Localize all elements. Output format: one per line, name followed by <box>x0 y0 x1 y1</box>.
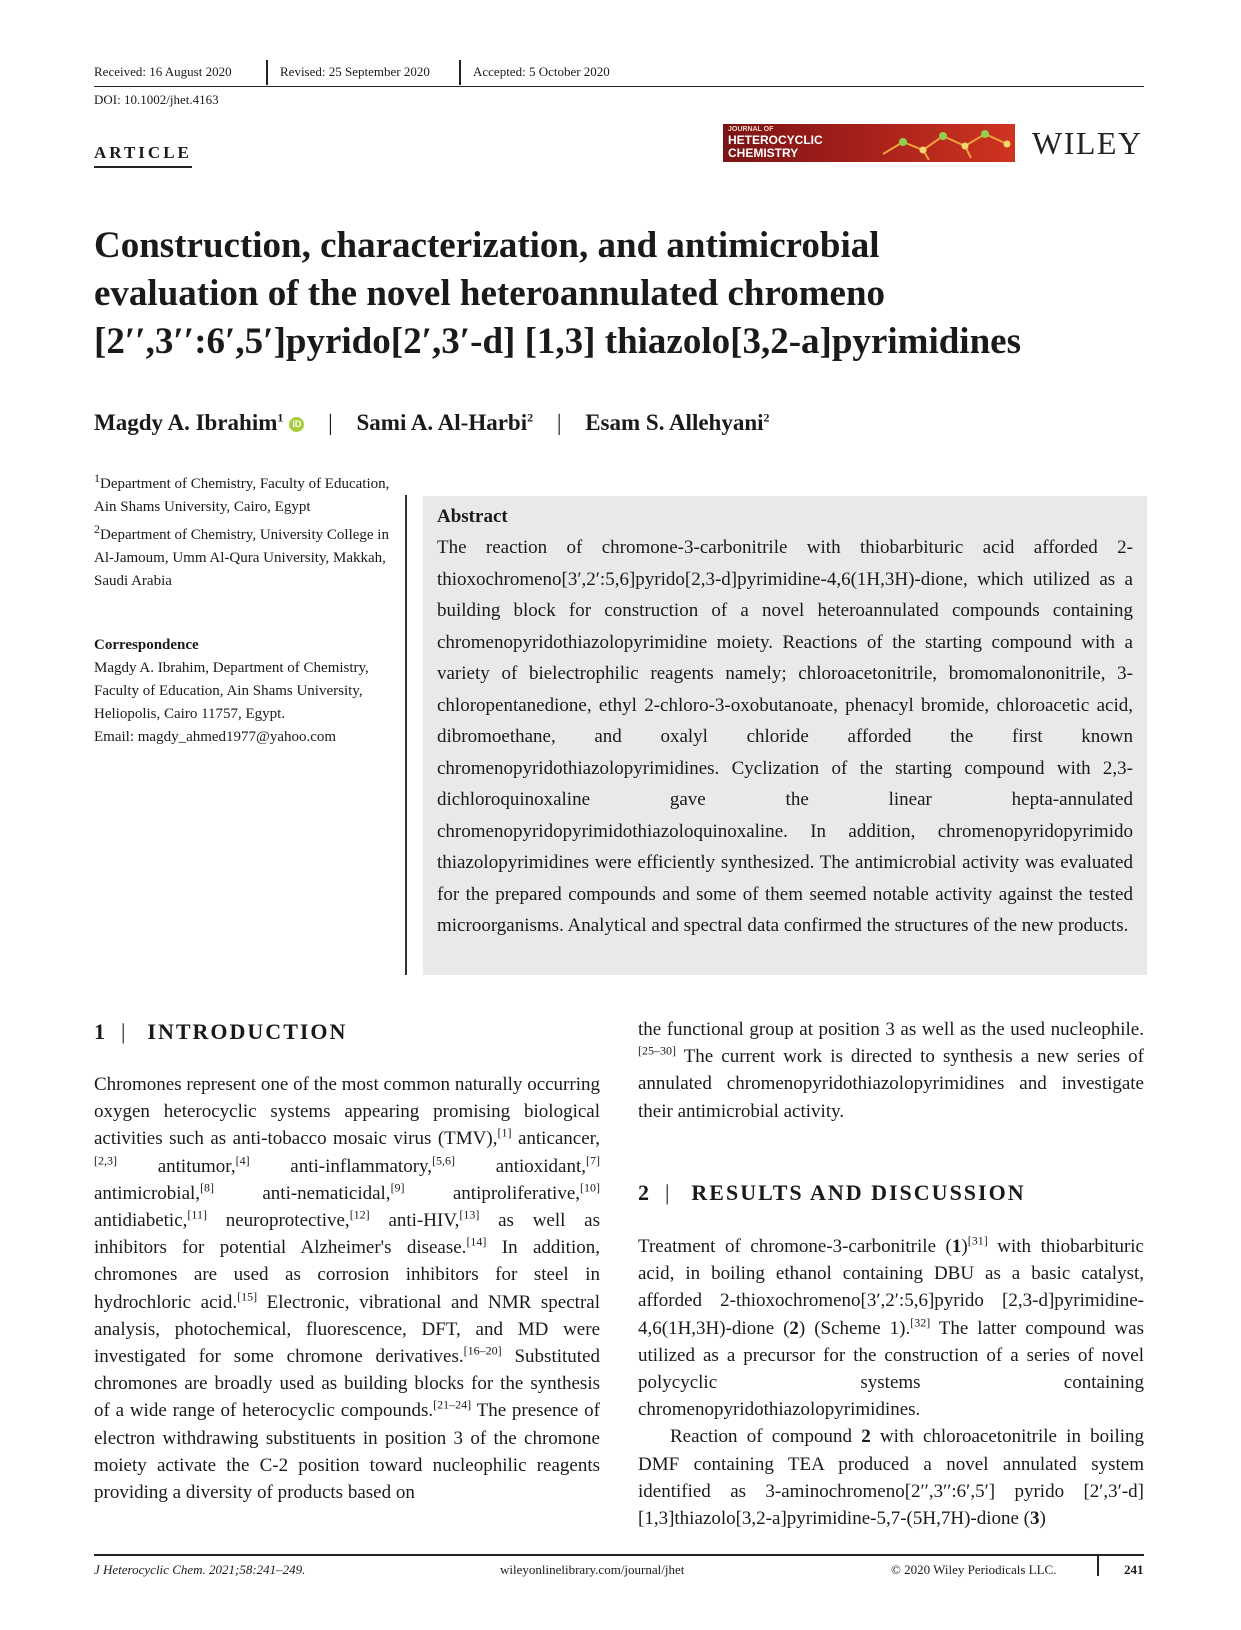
text-run: The latter compound was utilized as a precursor for the construction of a series of novel polycyclic systems containing chromenopyridothiazolopyrimidines. <box>638 1317 1144 1421</box>
text-run: anti-HIV, <box>369 1210 460 1232</box>
text-run: antioxidant, <box>455 1155 587 1177</box>
affiliation-list <box>94 473 394 593</box>
orcid-icon[interactable]: iD <box>289 417 304 432</box>
compound-number: 2 <box>789 1317 799 1339</box>
paragraph <box>638 1423 1144 1532</box>
section-bar: | <box>665 1180 672 1205</box>
section-title: INTRODUCTION <box>147 1019 348 1044</box>
correspondence-heading: Correspondence <box>94 637 199 653</box>
affiliation <box>94 524 394 593</box>
citation-ref[interactable]: [5,6] <box>432 1153 456 1168</box>
citation-ref[interactable]: [13] <box>459 1207 480 1222</box>
citation-ref[interactable]: [2,3] <box>94 1153 117 1168</box>
text-run: with thiobarbituric acid, in boiling ethanol containing DBU as a basic catalyst, afforded 2-thioxochromeno[3′,2′:5,6]pyrido [2,3-d]pyrimidine-4,6(1H,3H)-dione ( <box>638 1236 1144 1339</box>
footer-rule <box>94 1554 1144 1556</box>
date-divider <box>266 60 268 85</box>
citation-ref[interactable]: [16–20] <box>463 1343 502 1358</box>
text-run: anticancer, <box>511 1128 600 1150</box>
article-dates <box>94 60 1144 87</box>
compound-number: 1 <box>951 1236 962 1257</box>
author-separator: | <box>556 410 562 435</box>
text-run: In addition, chromones are used as corrosion inhibitors for steel in hydrochloric acid. <box>94 1237 600 1313</box>
text-run: Substituted chromones are broadly used as building blocks for the synthesis of a wide range of heterocyclic compounds. <box>94 1346 600 1422</box>
author-list <box>94 410 770 436</box>
abstract-box <box>423 496 1147 975</box>
paragraph <box>638 1233 1144 1423</box>
citation-ref[interactable]: [25–30] <box>638 1043 676 1058</box>
citation-ref[interactable]: [21–24] <box>433 1398 472 1413</box>
text-run: Reaction of compound <box>670 1426 862 1448</box>
section-heading-results <box>638 1180 1026 1206</box>
author-name[interactable]: Sami A. Al-Harbi <box>356 410 528 435</box>
citation-ref[interactable]: [9] <box>390 1180 405 1195</box>
text-run: The presence of electron withdrawing substituents in position 3 of the chromone moiety activate the C-2 position toward nucleophilic reagents providing a diversity of products based on <box>94 1400 600 1504</box>
date-divider <box>459 60 461 85</box>
revised-date: Revised: 25 September 2020 <box>280 64 430 79</box>
intro-continued-text <box>638 1016 1144 1125</box>
section-number: 1 <box>94 1019 107 1044</box>
compound-number: 3 <box>1030 1508 1040 1530</box>
abstract-text: The reaction of chromone-3-carbonitrile with thiobarbituric acid afforded 2-thioxochromeno[3′,2′:5,6]pyrido[2,3-d]pyrimidine-4,6(1H,3H)-dione, which utilized as a building block for construction of a novel heteroannulated compounds containing chromenopyridothiazolopyrimidine moiety. Reactions of the starting compound with a variety of bielectrophilic reagents namely; chloroacetonitrile, bromomalononitrile, 3-chloropentanedione, ethyl 2-chloro-3-oxobutanoate, phenacyl bromide, chloroacetic acid, dibromoethane, and oxalyl chloride afforded the first known chromenopyridothiazolopyrimidines. Cyclization of the starting compound with 2,3-dichloroquinoxaline gave the linear hepta-annulated chromenopyridopyrimidothiazoloquinoxaline. In addition, chromenopyridopyrimido thiazolopyrimidines were efficiently synthesized. The antimicrobial activity was evaluated for the prepared compounds and some of them seemed notable activity against the tested microorganisms. Analytical and spectral data confirmed the structures of the new products. <box>437 537 1133 936</box>
citation-ref[interactable]: [11] <box>187 1207 207 1222</box>
abstract-divider <box>405 495 407 975</box>
section-number: 2 <box>638 1180 651 1205</box>
citation-ref[interactable]: [14] <box>466 1234 487 1249</box>
article-type-label: ARTICLE <box>94 143 192 168</box>
author-affiliation-mark: 2 <box>763 410 770 425</box>
citation-ref[interactable]: [32] <box>910 1315 931 1330</box>
text-run: antiproliferative, <box>404 1182 580 1204</box>
accepted-date: Accepted: 5 October 2020 <box>473 64 610 79</box>
section-title: RESULTS AND DISCUSSION <box>691 1180 1026 1205</box>
citation-ref[interactable]: [15] <box>237 1289 258 1304</box>
footer-citation: J Heterocyclic Chem. 2021;58:241–249. <box>94 1562 306 1577</box>
affiliation-text: Department of Chemistry, University College in Al-Jamoum, Umm Al-Qura University, Makkah, Saudi Arabia <box>94 527 389 589</box>
text-run: neuroprotective, <box>206 1210 350 1232</box>
affiliation-text: Department of Chemistry, Faculty of Education, Ain Shams University, Cairo, Egypt <box>94 476 390 515</box>
molecule-graphic-icon <box>873 124 1015 162</box>
received-date: Received: 16 August 2020 <box>94 64 232 79</box>
paragraph <box>638 1016 1144 1125</box>
title-line: Construction, characterization, and antimicrobial <box>94 225 880 266</box>
correspondence-text: Magdy A. Ibrahim, Department of Chemistry, Faculty of Education, Ain Shams University, Heliopolis, Cairo 11757, Egypt. <box>94 660 369 722</box>
affiliation-mark: 1 <box>94 471 100 485</box>
section-bar: | <box>121 1019 128 1044</box>
affiliation <box>94 473 394 519</box>
title-line: [2′′,3′′:6′,5′]pyrido[2′,3′-d] [1,3] thiazolo[3,2-a]pyrimidines <box>94 321 1021 362</box>
citation-ref[interactable]: [7] <box>586 1153 601 1168</box>
footer-url[interactable]: wileyonlinelibrary.com/journal/jhet <box>500 1562 685 1577</box>
citation-ref[interactable]: [31] <box>967 1233 988 1248</box>
text-run: antitumor, <box>117 1155 236 1177</box>
footer-divider <box>1097 1556 1099 1576</box>
compound-number: 2 <box>861 1426 871 1448</box>
introduction-text <box>94 1071 600 1506</box>
author-name[interactable]: Magdy A. Ibrahim <box>94 410 278 435</box>
title-line: evaluation of the novel heteroannulated chromeno <box>94 273 886 314</box>
citation-ref[interactable]: [8] <box>200 1180 215 1195</box>
page-number: 241 <box>1124 1562 1144 1577</box>
correspondence-block <box>94 634 394 749</box>
text-run: ) <box>1039 1508 1046 1530</box>
text-run: as well as inhibitors for potential Alzheimer's disease. <box>94 1210 600 1259</box>
abstract-heading: Abstract <box>437 506 508 527</box>
text-run: Electronic, vibrational and NMR spectral analysis, photochemical, fluorescence, DFT, and MD were investigated for some chromone derivatives. <box>94 1291 600 1368</box>
citation-ref[interactable]: [12] <box>349 1207 370 1222</box>
text-run: with chloroacetonitrile in boiling DMF containing TEA produced a novel annulated system identified as 3-aminochromeno[2′′,3′′:6′,5′] pyrido [2′,3′-d][1,3]thiazolo[3,2-a]pyrimidine-5,7-(5H,7H)-dione ( <box>638 1426 1144 1530</box>
journal-logo-name: HETEROCYCLIC CHEMISTRY <box>728 133 823 160</box>
footer-copyright: © 2020 Wiley Periodicals LLC. <box>891 1562 1057 1577</box>
publisher-logo: WILEY <box>1032 125 1143 161</box>
section-heading-introduction <box>94 1019 347 1045</box>
author-separator: | <box>328 410 333 435</box>
article-title <box>94 222 1154 366</box>
text-run: anti-inflammatory, <box>249 1155 433 1177</box>
text-run: antimicrobial, <box>94 1182 201 1204</box>
text-run: ) (Scheme 1). <box>798 1317 911 1339</box>
affiliation-mark: 2 <box>94 522 100 536</box>
text-run: the functional group at position 3 as well as the used nucleophile. <box>638 1019 1144 1040</box>
text-run: Treatment of chromone-3-carbonitrile ( <box>638 1236 952 1257</box>
journal-logo <box>723 124 1015 162</box>
text-run: anti-nematicidal, <box>214 1182 391 1204</box>
author-name[interactable]: Esam S. Allehyani <box>585 410 764 435</box>
citation-ref[interactable]: [4] <box>235 1153 250 1168</box>
doi[interactable]: DOI: 10.1002/jhet.4163 <box>94 92 219 107</box>
citation-ref[interactable]: [10] <box>580 1180 600 1195</box>
text-run: Chromones represent one of the most common naturally occurring oxygen heterocyclic systems appearing promising biological activities such as anti-tobacco mosaic virus (TMV), <box>94 1074 600 1150</box>
results-text <box>638 1233 1144 1532</box>
paragraph <box>94 1071 600 1506</box>
text-run: The current work is directed to synthesis a new series of annulated chromenopyridothiazolopyrimidines and investigate their antimicrobial activity. <box>638 1046 1144 1122</box>
journal-logo-small: JOURNAL OF <box>728 126 774 133</box>
citation-ref[interactable]: [1] <box>497 1126 512 1141</box>
correspondence-email[interactable]: Email: magdy_ahmed1977@yahoo.com <box>94 729 337 745</box>
text-run: ) <box>961 1236 968 1257</box>
author-affiliation-mark: 2 <box>527 410 534 425</box>
text-run: antidiabetic, <box>94 1210 188 1232</box>
author-affiliation-mark: 1 <box>277 410 284 425</box>
